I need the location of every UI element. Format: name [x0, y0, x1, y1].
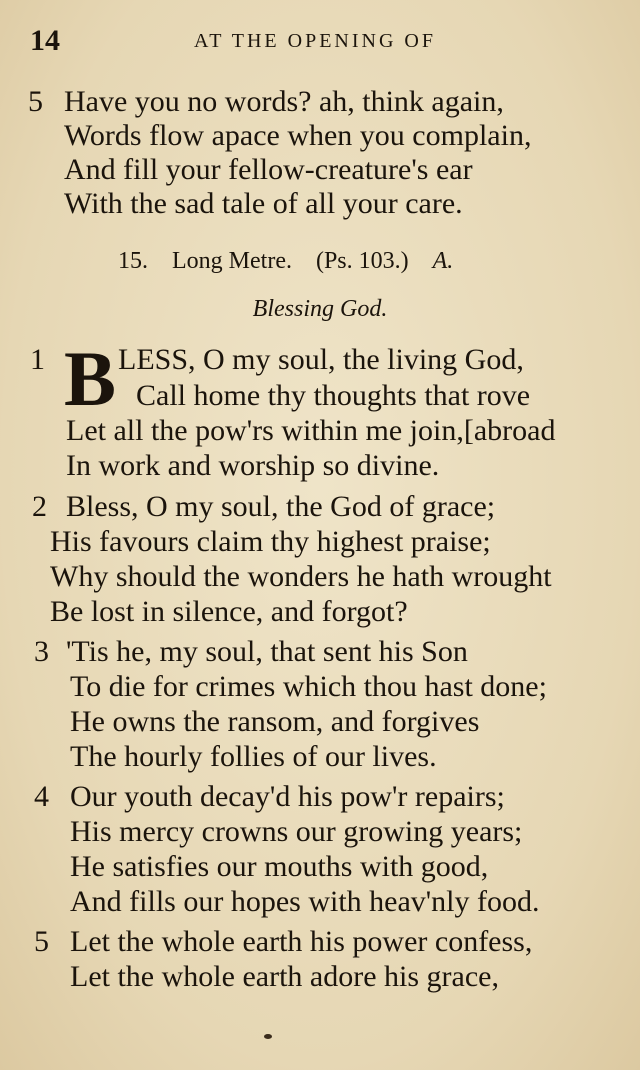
verse-line: Let all the pow'rs within me join,[abroad: [66, 414, 556, 447]
verse-line: To die for crimes which thou hast done;: [70, 670, 547, 703]
verse-number: 5: [28, 85, 43, 118]
verse-line: Why should the wonders he hath wrought: [50, 560, 552, 593]
verse-number: 2: [32, 490, 47, 523]
verse-number: 5: [34, 925, 49, 958]
verse-line: Have you no words? ah, think again,: [64, 85, 504, 118]
verse-line: Let the whole earth his power confess,: [70, 925, 533, 958]
hymn-metre: Long Metre.: [172, 248, 292, 274]
verse-line: Our youth decay'd his pow'r repairs;: [70, 780, 505, 813]
printer-mark: [264, 1034, 272, 1039]
verse-line: His favours claim thy highest praise;: [50, 525, 491, 558]
verse-number: 4: [34, 780, 49, 813]
verse-line: And fill your fellow-creature's ear: [64, 153, 473, 186]
verse-line: He owns the ransom, and forgives: [70, 705, 480, 738]
composer-mark: A.: [432, 248, 454, 274]
verse-line: His mercy crowns our growing years;: [70, 815, 523, 848]
verse-line: Call home thy thoughts that rove: [136, 379, 531, 412]
page-header: [30, 24, 600, 58]
hymn-number: 15.: [118, 248, 148, 274]
verse-line: Let the whole earth adore his grace,: [70, 960, 499, 993]
verse-line: With the sad tale of all your care.: [64, 187, 463, 220]
verse-line: And fills our hopes with heav'nly food.: [70, 885, 540, 918]
verse-line: LESS, O my soul, the living God,: [118, 343, 524, 376]
verse-line: Be lost in silence, and forgot?: [50, 595, 408, 628]
verse-line: The hourly follies of our lives.: [70, 740, 437, 773]
verse-line: Bless, O my soul, the God of grace;: [66, 490, 496, 523]
hymn-title: Blessing God.: [252, 296, 388, 322]
verse-line: Words flow apace when you complain,: [64, 119, 532, 152]
hymn-heading: [118, 248, 471, 275]
verse-number: 1: [30, 343, 45, 376]
verse-line: 'Tis he, my soul, that sent his Son: [66, 635, 468, 668]
verse-line: He satisfies our mouths with good,: [70, 850, 489, 883]
verse-line: In work and worship so divine.: [66, 449, 440, 482]
drop-cap: B: [64, 335, 117, 422]
running-head: AT THE OPENING OF: [194, 30, 436, 52]
hymn-psalm: (Ps. 103.): [315, 248, 409, 274]
page-number: 14: [30, 24, 60, 57]
verse-number: 3: [34, 635, 49, 668]
